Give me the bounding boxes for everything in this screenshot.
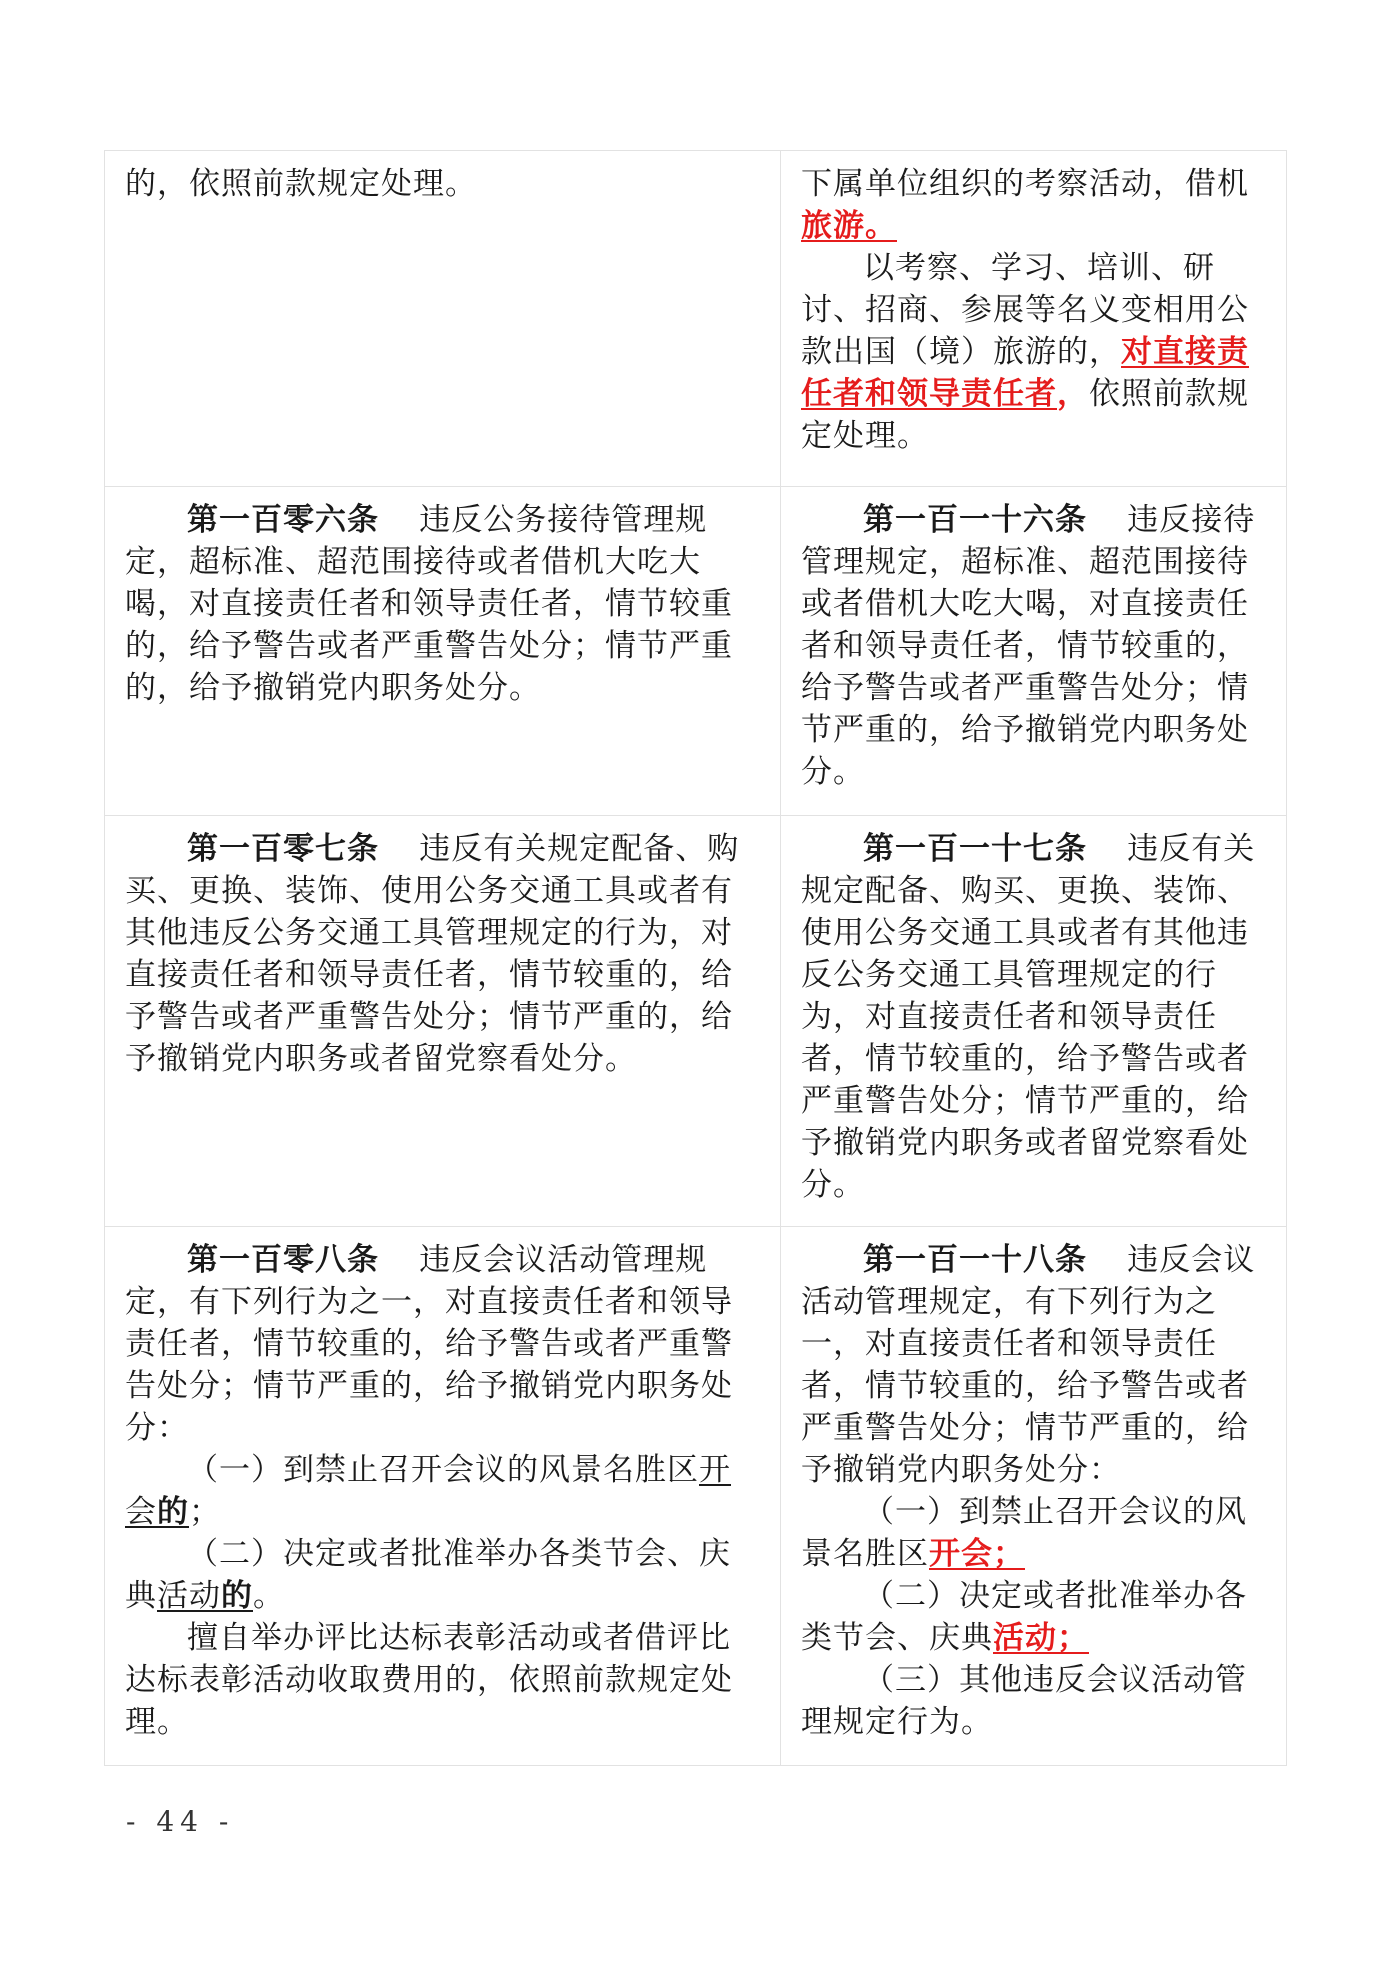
revision-highlight: 旅游。: [801, 208, 897, 244]
article-body: 违反有关规定配备、购买、更换、装饰、使用公务交通工具或者有其他违反公务交通工具管理规定的行为，对直接责任者和领导责任者，情节较重的，给予警告或者严重警告处分；情节严重的，给予撤销党内职务或者留党察看处分。: [801, 831, 1256, 1203]
revision-highlight: 开会；: [929, 1536, 1025, 1572]
text-run: （一）到禁止召开会议的风景名胜区: [187, 1452, 699, 1488]
text-run: （二）决定或者批准举办各类节会、庆典: [125, 1536, 731, 1614]
revision-highlight: 活动；: [993, 1620, 1089, 1656]
text-run: 下属单位组织的考察活动，借机: [801, 166, 1249, 202]
clause-text: [801, 163, 1266, 247]
deleted-text-marker: 的: [221, 1578, 253, 1614]
table-row: [105, 487, 1287, 816]
table-row: [105, 1227, 1287, 1766]
old-text-cell: [105, 487, 781, 816]
clause-paragraph: [125, 499, 760, 709]
comparison-table: [104, 150, 1287, 1766]
list-item: [125, 1533, 760, 1617]
text-run: 。: [253, 1578, 285, 1614]
revision-highlight: 对直接责任者和领导责任者: [801, 334, 1249, 412]
underlined-text: 活动: [157, 1578, 221, 1614]
table-row: [105, 151, 1287, 487]
new-text-cell: [781, 816, 1287, 1227]
clause-paragraph: [801, 828, 1266, 1206]
article-body: 违反会议活动管理规定，有下列行为之一，对直接责任者和领导责任者，情节较重的，给予警告或者严重警告处分；情节严重的，给予撤销党内职务处分：: [801, 1242, 1256, 1488]
clause-paragraph: [125, 1239, 760, 1449]
article-body: 违反有关规定配备、购买、更换、装饰、使用公务交通工具或者有其他违反公务交通工具管理规定的行为，对直接责任者和领导责任者，情节较重的，给予警告或者严重警告处分；情节严重的，给予撤销党内职务或者留党察看处分。: [125, 831, 740, 1077]
page-number: - 44 -: [126, 1805, 235, 1838]
deleted-text-marker: 的: [157, 1494, 189, 1530]
table-row: [105, 816, 1287, 1227]
clause-text: 的，依照前款规定处理。: [125, 166, 477, 202]
underlined-text: 开会: [125, 1452, 731, 1530]
article-title: 第一百一十六条: [863, 502, 1087, 538]
old-text-cell: [105, 151, 781, 487]
text-run: ；: [189, 1494, 221, 1530]
text-run: （二）决定或者批准举办各类节会、庆典: [801, 1578, 1247, 1656]
article-title: 第一百零六条: [187, 502, 379, 538]
new-text-cell: [781, 151, 1287, 487]
list-item: [801, 1575, 1266, 1659]
list-item: （三）其他违反会议活动管理规定行为。: [801, 1662, 1247, 1740]
new-text-cell: [781, 1227, 1287, 1766]
old-text-cell: [105, 1227, 781, 1766]
article-body: 违反接待管理规定，超标准、超范围接待或者借机大吃大喝，对直接责任者和领导责任者，情节较重的，给予警告或者严重警告处分；情节严重的，给予撤销党内职务处分。: [801, 502, 1256, 790]
text-run: （一）到禁止召开会议的风景名胜区: [801, 1494, 1247, 1572]
article-title: 第一百一十七条: [863, 831, 1087, 867]
revision-highlight: ，: [1057, 376, 1089, 412]
clause-paragraph: [801, 247, 1266, 457]
clause-paragraph: 擅自举办评比达标表彰活动或者借评比达标表彰活动收取费用的，依照前款规定处理。: [125, 1620, 733, 1740]
list-item: [801, 1491, 1266, 1575]
clause-paragraph: [801, 499, 1266, 793]
new-text-cell: [781, 487, 1287, 816]
article-body: 违反公务接待管理规定，超标准、超范围接待或者借机大吃大喝，对直接责任者和领导责任者，情节较重的，给予警告或者严重警告处分；情节严重的，给予撤销党内职务处分。: [125, 502, 733, 706]
old-text-cell: [105, 816, 781, 1227]
article-body: 违反会议活动管理规定，有下列行为之一，对直接责任者和领导责任者，情节较重的，给予警告或者严重警告处分；情节严重的，给予撤销党内职务处分：: [125, 1242, 733, 1446]
clause-paragraph: [801, 1239, 1266, 1491]
article-title: 第一百零七条: [187, 831, 379, 867]
clause-paragraph: [125, 828, 760, 1080]
article-title: 第一百一十八条: [863, 1242, 1087, 1278]
text-run: 以考察、学习、培训、研讨、招商、参展等名义变相用公款出国（境）旅游的，: [801, 250, 1249, 370]
list-item: [125, 1449, 760, 1533]
article-title: 第一百零八条: [187, 1242, 379, 1278]
text-run: 依照前款规定处理。: [801, 376, 1249, 454]
